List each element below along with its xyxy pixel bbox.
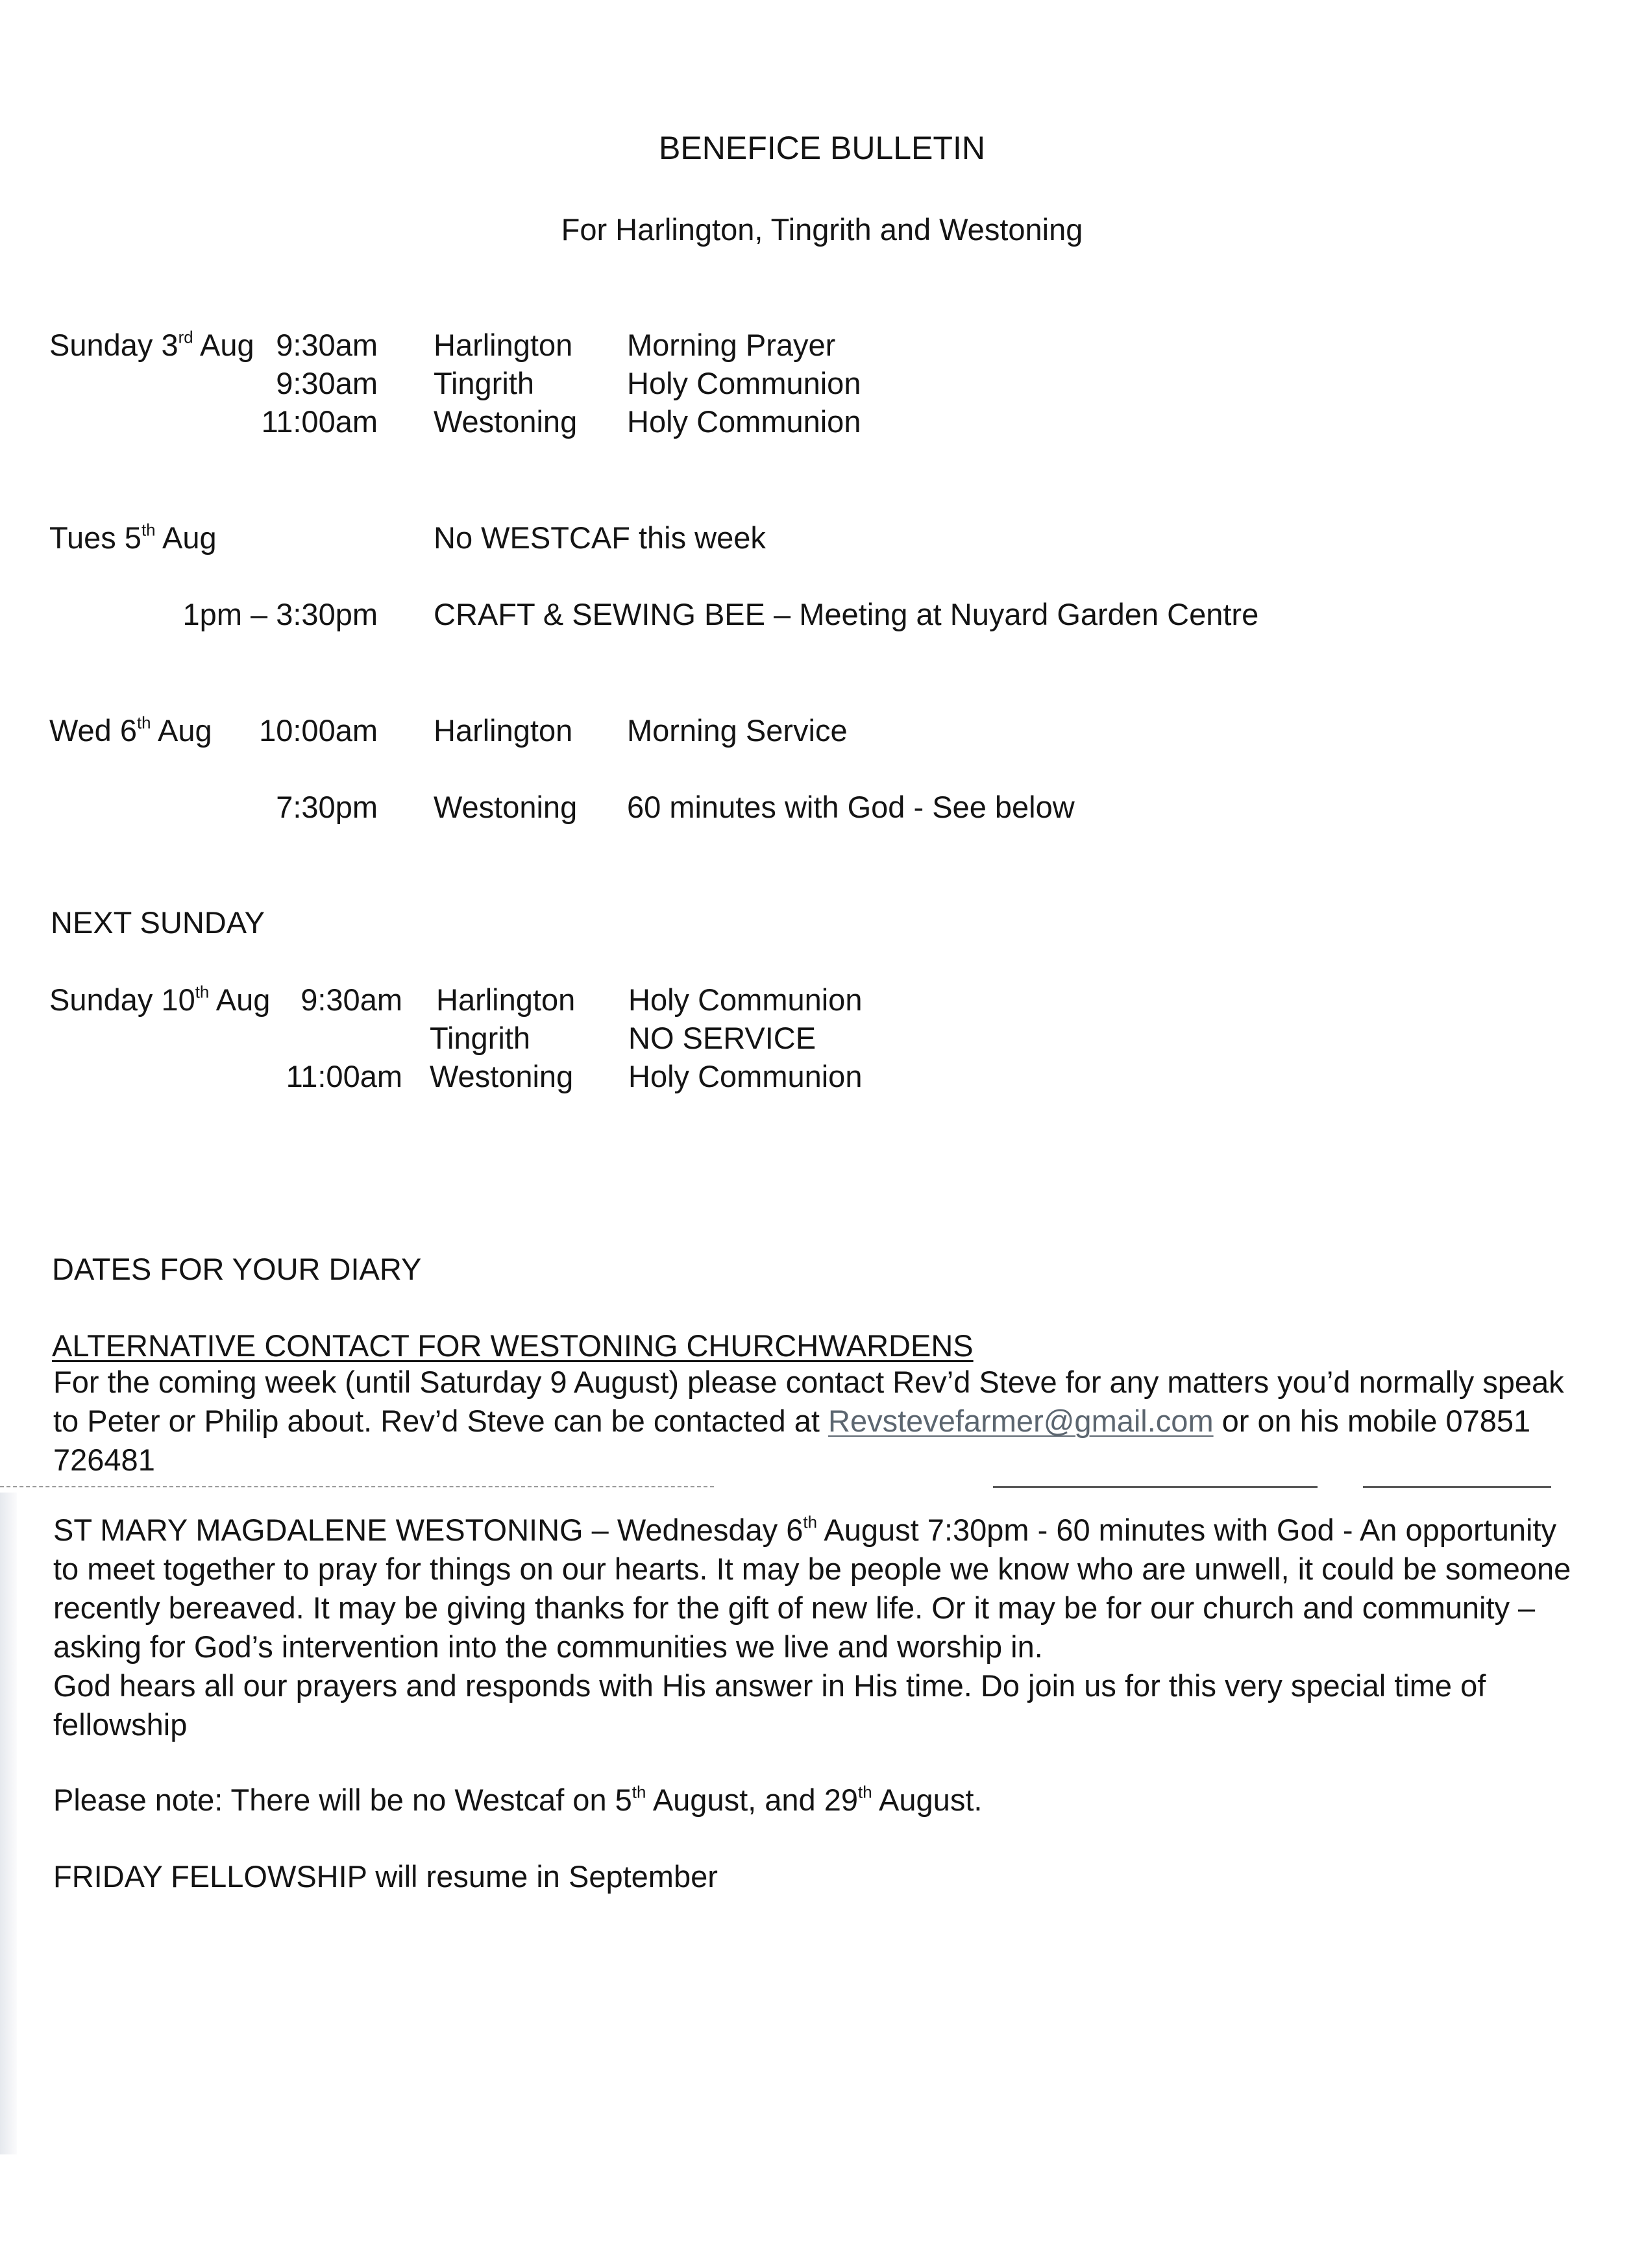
time-sun10-3: 11:00am	[286, 1059, 402, 1093]
time-wed6-2: 7:30pm	[276, 790, 378, 824]
time-wed6-1: 10:00am	[259, 713, 378, 748]
day-label-sun10: Sunday 10th Aug	[49, 982, 271, 1017]
service-wed6-2: 60 minutes with God - See below	[627, 790, 1075, 824]
time-sun10-1: 9:30am	[301, 982, 402, 1017]
place-sun3-2: Tingrith	[434, 366, 534, 400]
time-sun3-2: 9:30am	[276, 366, 378, 400]
service-sun10-3: Holy Communion	[628, 1059, 863, 1093]
friday-fellowship: FRIDAY FELLOWSHIP will resume in September	[53, 1859, 718, 1894]
event-tue5-craft: CRAFT & SEWING BEE – Meeting at Nuyard Garden Centre	[434, 597, 1259, 631]
service-sun10-2: NO SERVICE	[628, 1021, 816, 1055]
divider-right	[1363, 1486, 1551, 1488]
day-label-tue5: Tues 5th Aug	[49, 520, 217, 555]
scan-edge-shadow	[0, 1493, 17, 2154]
place-sun10-2: Tingrith	[430, 1021, 530, 1055]
day-label-sun3: Sunday 3rd Aug	[49, 328, 254, 362]
next-sunday-heading: NEXT SUNDAY	[51, 905, 265, 940]
time-tue5-craft: 1pm – 3:30pm	[182, 597, 378, 631]
place-sun10-3: Westoning	[430, 1059, 574, 1093]
place-wed6-1: Harlington	[434, 713, 573, 748]
time-sun3-3: 11:00am	[261, 404, 378, 439]
service-wed6-1: Morning Service	[627, 713, 848, 748]
divider-left	[0, 1486, 714, 1487]
alt-contact-text: For the coming week (until Saturday 9 August) please contact Rev’d Steve for any matters you’d normally speak to Peter or Philip about. Rev’d Steve can be contacted at Revstevefarmer@gmail.com or on his mobile 07851 726481	[53, 1365, 1564, 1477]
st-mary-paragraph: ST MARY MAGDALENE WESTONING – Wednesday 6th August 7:30pm - 60 minutes with God - An opportunity to meet together to pray for things on our hearts. It may be people we know who are unwell, it could be someone recently bereaved. It may be giving thanks for the gift of new life. Or it may be for our church and community – asking for God’s intervention into the communities we live and worship in. God hears all our prayers and responds with His answer in His time. Do join us for this very special time of fellowship	[53, 1513, 1571, 1742]
service-sun3-2: Holy Communion	[627, 366, 861, 400]
place-sun3-1: Harlington	[434, 328, 573, 362]
divider-mid	[993, 1486, 1318, 1488]
day-label-wed6: Wed 6th Aug	[49, 713, 212, 748]
place-wed6-2: Westoning	[434, 790, 578, 824]
service-sun3-1: Morning Prayer	[627, 328, 836, 362]
page-subtitle: For Harlington, Tingrith and Westoning	[561, 212, 1083, 247]
time-sun3-1: 9:30am	[276, 328, 378, 362]
place-sun3-3: Westoning	[434, 404, 578, 439]
service-sun3-3: Holy Communion	[627, 404, 861, 439]
place-sun10-1: Harlington	[436, 982, 576, 1017]
alt-contact-heading: ALTERNATIVE CONTACT FOR WESTONING CHURCHWARDENS	[52, 1328, 974, 1363]
service-sun10-1: Holy Communion	[628, 982, 863, 1017]
westcaf-note: No WESTCAF this week	[434, 520, 766, 555]
page-title: BENEFICE BULLETIN	[659, 130, 985, 166]
diary-heading: DATES FOR YOUR DIARY	[52, 1252, 422, 1286]
westcaf-note-paragraph: Please note: There will be no Westcaf on 5th August, and 29th August.	[53, 1783, 983, 1817]
email-link[interactable]: Revstevefarmer@gmail.com	[828, 1404, 1214, 1438]
